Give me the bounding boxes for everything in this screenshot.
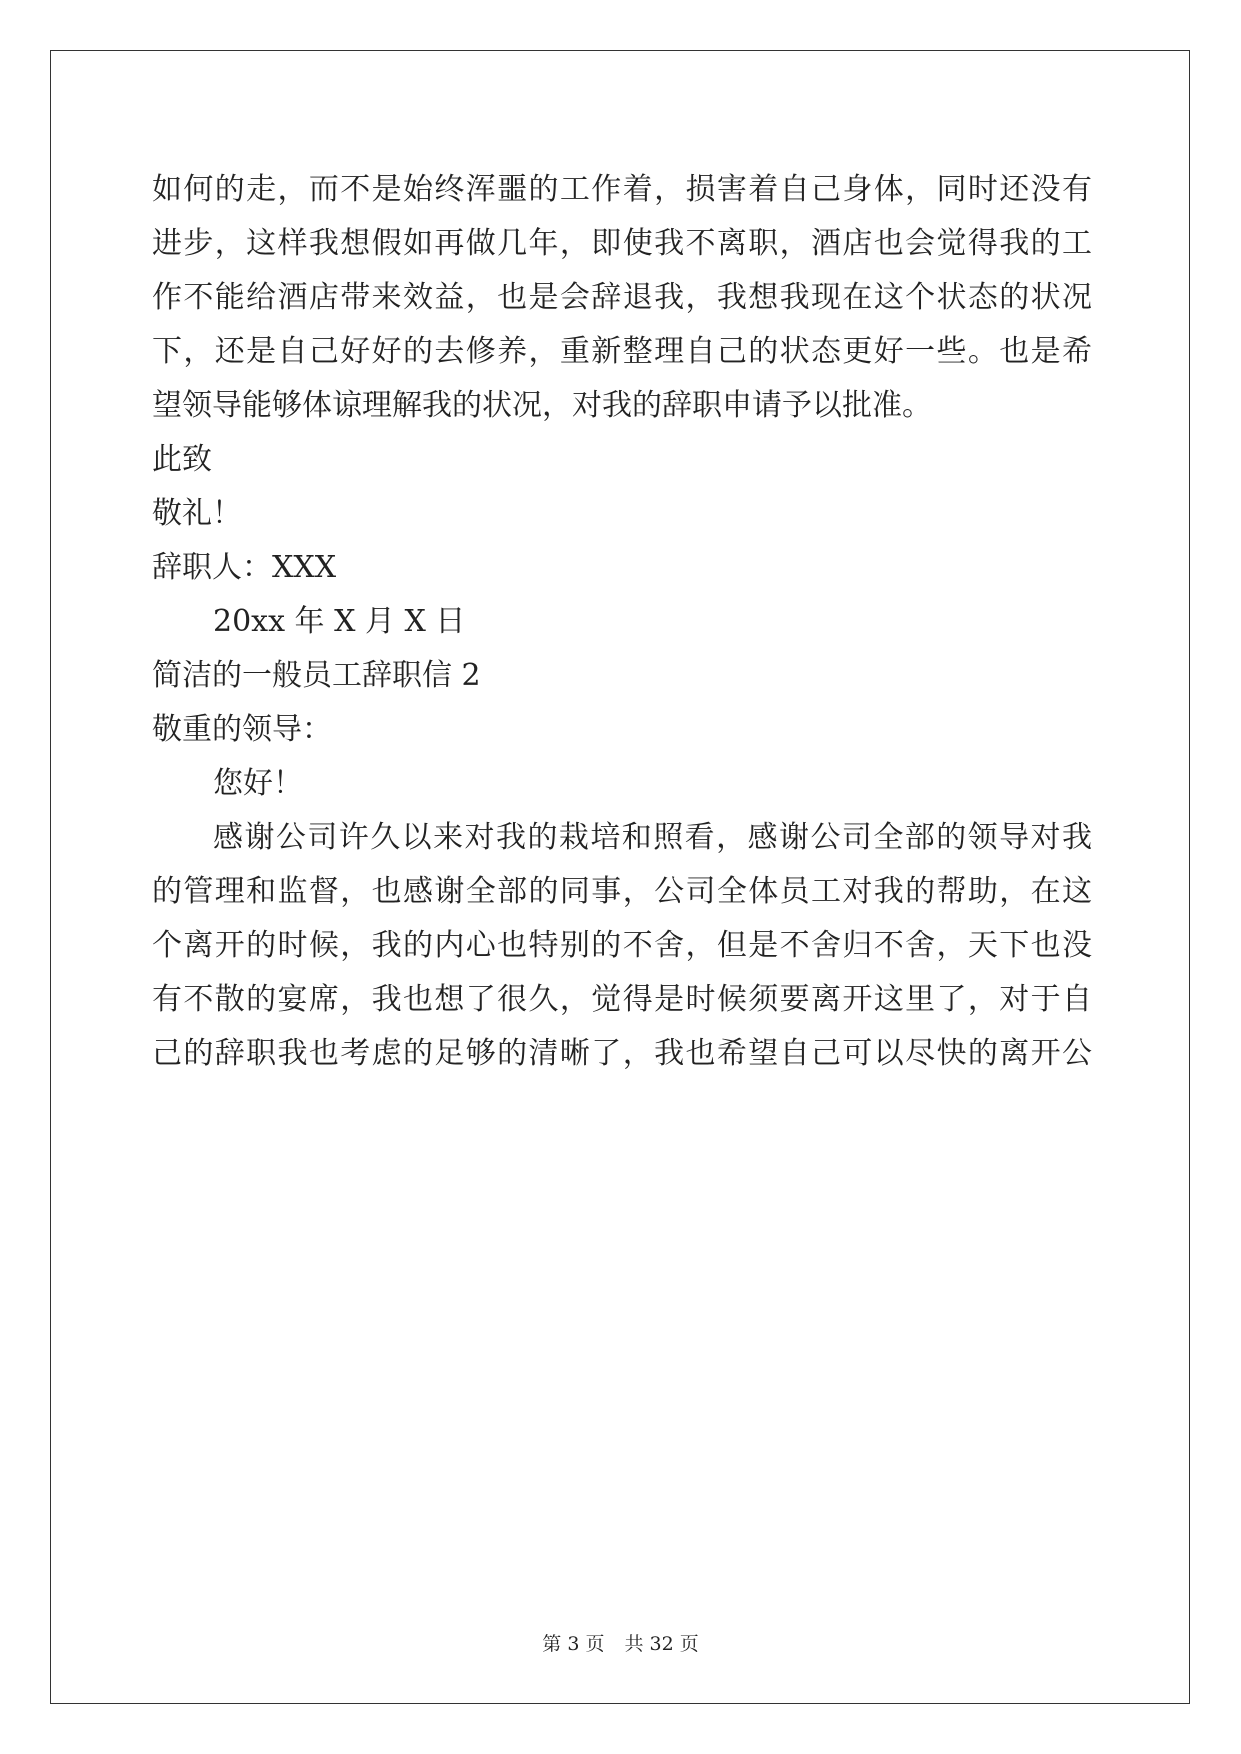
paragraph-1-line-3: 作不能给酒店带来效益，也是会辞退我，我想我现在这个状态的状况 — [152, 280, 1092, 315]
paragraph-2-line-5: 己的辞职我也考虑的足够的清晰了，我也希望自己可以尽快的离开公 — [152, 1036, 1092, 1071]
paragraph-1-line-4: 下，还是自己好好的去修养，重新整理自己的状态更好一些。也是希 — [152, 334, 1092, 369]
greeting: 您好！ — [213, 766, 303, 801]
paragraph-2-line-3: 个离开的时候，我的内心也特别的不舍，但是不舍归不舍，天下也没 — [152, 928, 1092, 963]
closing-cizhi: 此致 — [152, 442, 212, 477]
paragraph-1-line-1: 如何的走，而不是始终浑噩的工作着，损害着自己身体，同时还没有 — [152, 172, 1092, 207]
paragraph-1-line-5: 望领导能够体谅理解我的状况，对我的辞职申请予以批准。 — [152, 388, 932, 423]
page-number: 第 3 页 — [542, 1633, 605, 1655]
closing-jingli: 敬礼！ — [152, 496, 242, 531]
page-total: 共 32 页 — [624, 1633, 699, 1655]
paragraph-2-line-4: 有不散的宴席，我也想了很久，觉得是时候须要离开这里了，对于自 — [152, 982, 1092, 1017]
paragraph-2-line-1: 感谢公司许久以来对我的栽培和照看，感谢公司全部的领导对我 — [213, 820, 1092, 855]
signature-line: 辞职人：XXX — [152, 550, 337, 585]
paragraph-2-line-2: 的管理和监督，也感谢全部的同事，公司全体员工对我的帮助，在这 — [152, 874, 1092, 909]
salutation: 敬重的领导： — [152, 712, 332, 747]
page-footer — [0, 1632, 1241, 1656]
paragraph-1-line-2: 进步，这样我想假如再做几年，即使我不离职，酒店也会觉得我的工 — [152, 226, 1092, 261]
letter-2-heading: 简洁的一般员工辞职信 2 — [152, 658, 481, 693]
date-line: 20xx 年 X 月 X 日 — [213, 604, 466, 639]
